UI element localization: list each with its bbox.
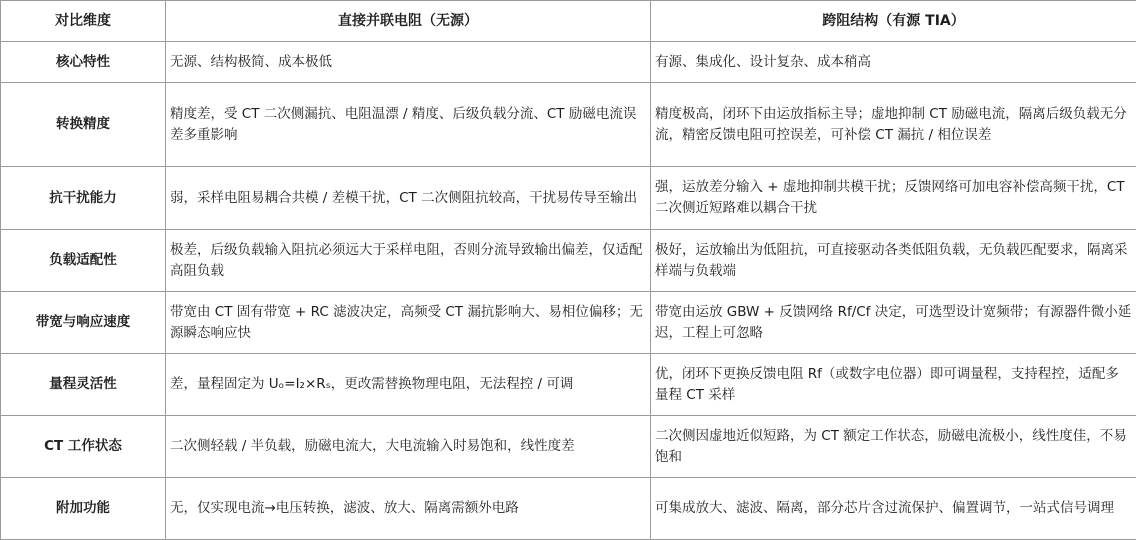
row-dimension: 带宽与响应速度 <box>1 292 166 354</box>
table-row <box>1 230 1136 292</box>
row-tia-cell: 可集成放大、滤波、隔离，部分芯片含过流保护、偏置调节，一站式信号调理 <box>651 478 1136 540</box>
table-row <box>1 354 1136 416</box>
row-passive-cell: 弱，采样电阻易耦合共模 / 差模干扰，CT 二次侧阻抗较高，干扰易传导至输出 <box>166 167 651 230</box>
row-passive-cell: 差，量程固定为 Uₒ=I₂×Rₛ，更改需替换物理电阻，无法程控 / 可调 <box>166 354 651 416</box>
row-dimension: 转换精度 <box>1 83 166 167</box>
row-dimension: 核心特性 <box>1 42 166 83</box>
row-passive-cell: 极差，后级负载输入阻抗必须远大于采样电阻，否则分流导致输出偏差，仅适配高阻负载 <box>166 230 651 292</box>
header-passive-resistor: 直接并联电阻（无源） <box>166 1 651 42</box>
header-dimension: 对比维度 <box>1 1 166 42</box>
table-header-row <box>1 1 1136 42</box>
row-tia-cell: 二次侧因虚地近似短路，为 CT 额定工作状态，励磁电流极小，线性度佳，不易饱和 <box>651 416 1136 478</box>
row-tia-cell: 有源、集成化、设计复杂、成本稍高 <box>651 42 1136 83</box>
row-dimension: 抗干扰能力 <box>1 167 166 230</box>
row-passive-cell: 精度差，受 CT 二次侧漏抗、电阻温漂 / 精度、后级负载分流、CT 励磁电流误差多重影响 <box>166 83 651 167</box>
row-tia-cell: 带宽由运放 GBW + 反馈网络 Rf/Cf 决定，可选型设计宽频带；有源器件微小延迟，工程上可忽略 <box>651 292 1136 354</box>
row-dimension: 附加功能 <box>1 478 166 540</box>
table-row <box>1 42 1136 83</box>
row-dimension: 负载适配性 <box>1 230 166 292</box>
row-passive-cell: 无源、结构极简、成本极低 <box>166 42 651 83</box>
row-dimension: CT 工作状态 <box>1 416 166 478</box>
table-row <box>1 83 1136 167</box>
table-row <box>1 416 1136 478</box>
row-tia-cell: 精度极高，闭环下由运放指标主导；虚地抑制 CT 励磁电流，隔离后级负载无分流，精密反馈电阻可控误差，可补偿 CT 漏抗 / 相位误差 <box>651 83 1136 167</box>
row-passive-cell: 二次侧轻载 / 半负载，励磁电流大，大电流输入时易饱和，线性度差 <box>166 416 651 478</box>
row-dimension: 量程灵活性 <box>1 354 166 416</box>
table-row <box>1 167 1136 230</box>
row-passive-cell: 带宽由 CT 固有带宽 + RC 滤波决定，高频受 CT 漏抗影响大、易相位偏移；无源瞬态响应快 <box>166 292 651 354</box>
row-tia-cell: 极好，运放输出为低阻抗，可直接驱动各类低阻负载，无负载匹配要求，隔离采样端与负载端 <box>651 230 1136 292</box>
table-row <box>1 292 1136 354</box>
table-row <box>1 478 1136 540</box>
row-tia-cell: 优，闭环下更换反馈电阻 Rf（或数字电位器）即可调量程，支持程控，适配多量程 CT 采样 <box>651 354 1136 416</box>
row-passive-cell: 无，仅实现电流→电压转换，滤波、放大、隔离需额外电路 <box>166 478 651 540</box>
header-tia: 跨阻结构（有源 TIA） <box>651 1 1136 42</box>
row-tia-cell: 强，运放差分输入 + 虚地抑制共模干扰；反馈网络可加电容补偿高频干扰，CT 二次侧近短路难以耦合干扰 <box>651 167 1136 230</box>
